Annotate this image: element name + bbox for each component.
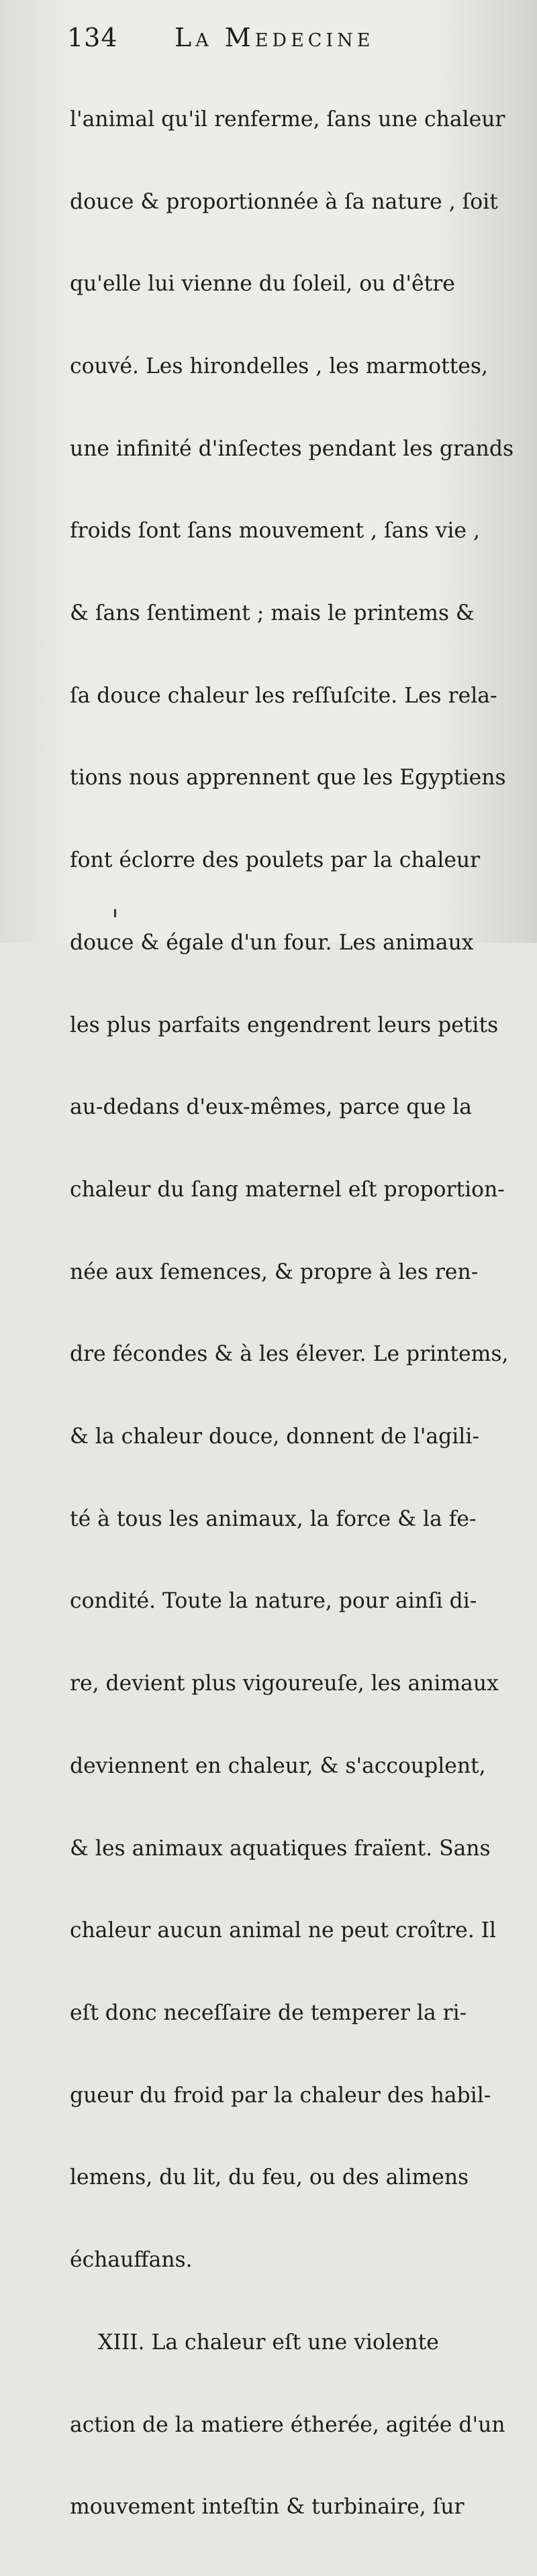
text-line: condité. Toute la nature, pour ainſi di- xyxy=(70,1589,477,1614)
body-text xyxy=(70,51,514,2576)
running-title: La Medecine xyxy=(175,23,375,52)
text-line: couvé. Les hirondelles , les marmottes, xyxy=(70,354,488,378)
text-line: & les animaux aquatiques fraïent. Sans xyxy=(70,1836,491,1861)
text-line: douce & égale d'un four. Les animaux xyxy=(70,930,474,955)
text-line: née aux ſemences, & propre à les ren- xyxy=(70,1259,479,1284)
text-line: les plus parfaits engendrent leurs petits xyxy=(70,1013,499,1037)
text-line: gueur du froid par la chaleur des habil- xyxy=(70,2083,491,2108)
text-line: au-dedans d'eux-mêmes, parce que la xyxy=(70,1095,472,1120)
print-mark xyxy=(114,909,116,917)
text-line: dre fécondes & à les élever. Le printems, xyxy=(70,1342,509,1367)
text-line: chaleur du ſang maternel eſt proportion- xyxy=(70,1177,505,1202)
text-line: douce & proportionnée à ſa nature , ſoit xyxy=(70,189,498,214)
text-line: eſt donc neceſſaire de temperer la ri- xyxy=(70,2000,467,2025)
text-line: re, devient plus vigoureuſe, les animaux xyxy=(70,1671,499,1696)
text-line: une infinité d'inſectes pendant les grands xyxy=(70,436,514,461)
page-number: 134 xyxy=(67,23,118,52)
page-header xyxy=(66,20,482,54)
text-line: froids ſont ſans mouvement , ſans vie , xyxy=(70,519,480,544)
text-line: ſa douce chaleur les reſſuſcite. Les rela- xyxy=(70,683,497,708)
text-line: & ſans ſentiment ; mais le printems & xyxy=(70,601,475,626)
text-line: qu'elle lui vienne du ſoleil, ou d'être xyxy=(70,272,455,297)
text-line: té à tous les animaux, la force & la fe- xyxy=(70,1506,477,1531)
text-line: échauffans. xyxy=(70,2248,193,2273)
section-heading-line: XIII. La chaleur eſt une violente xyxy=(98,2330,439,2355)
text-line: l'animal qu'il renferme, ſans une chaleur xyxy=(70,107,505,132)
text-line: & la chaleur douce, donnent de l'agili- xyxy=(70,1425,479,1449)
text-line: action de la matiere étherée, agitée d'un xyxy=(70,2412,505,2437)
text-line: lemens, du lit, du feu, ou des alimens xyxy=(70,2165,469,2190)
text-line: tions nous apprennent que les Egyptiens xyxy=(70,766,506,790)
text-line: deviennent en chaleur, & s'accouplent, xyxy=(70,1753,486,1778)
text-line: chaleur aucun animal ne peut croître. Il xyxy=(70,1918,497,1943)
text-line: mouvement inteſtin & turbinaire, ſur xyxy=(70,2495,465,2520)
text-line: font éclorre des poulets par la chaleur xyxy=(70,848,481,873)
